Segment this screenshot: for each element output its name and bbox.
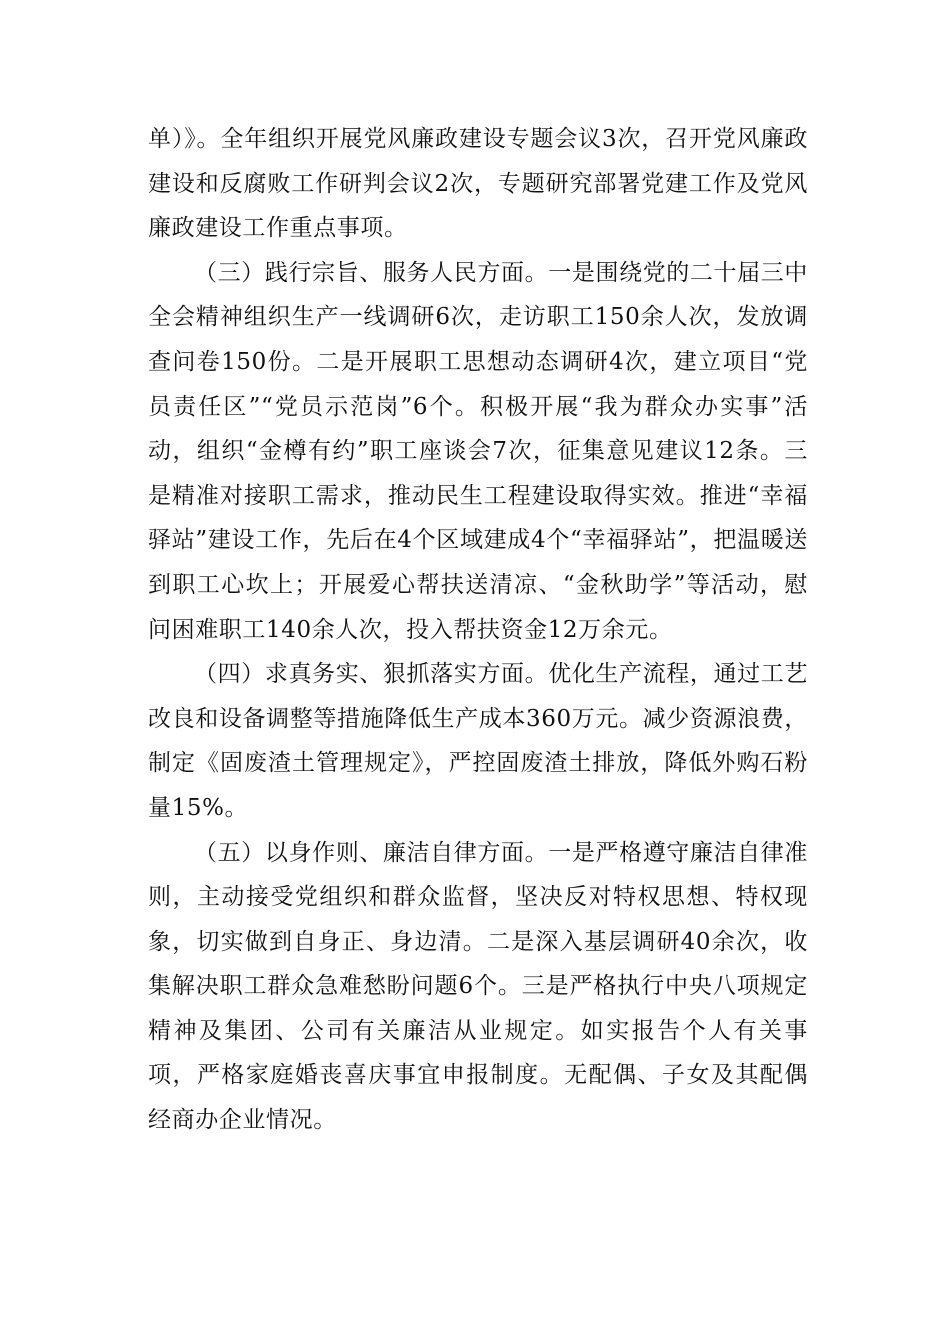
section-heading: （五）以身作则、廉洁自律方面。 [194, 839, 549, 866]
paragraph-continuation [148, 117, 808, 251]
section-heading: （三）践行宗旨、服务人民方面。 [194, 259, 549, 286]
paragraph-text: 优化生产流程，通过工艺改良和设备调整等措施降低生产成本360万元。减少资源浪费，制定《固废渣土管理规定》，严控固废渣土排放，降低外购石粉量15%。 [148, 661, 808, 821]
document-page [148, 117, 808, 1143]
paragraph-section-3 [148, 251, 808, 652]
paragraph-section-4 [148, 652, 808, 830]
paragraph-text: 一是围绕党的二十届三中全会精神组织生产一线调研6次，走访职工150余人次，发放调查问卷150份。二是开展职工思想动态调研4次，建立项目“党员责任区”“党员示范岗”6个。积极开展“我为群众办实事”活动，组织“金樽有约”职工座谈会7次，征集意见建议12条。三是精准对接职工需求，推动民生工程建设取得实效。推进“幸福驿站”建设工作，先后在4个区域建成4个“幸福驿站”，把温暖送到职工心坎上；开展爱心帮扶送清凉、“金秋助学”等活动，慰问困难职工140余人次，投入帮扶资金12万余元。 [148, 259, 808, 643]
paragraph-text: 一是严格遵守廉洁自律准则，主动接受党组织和群众监督，坚决反对特权思想、特权现象，切实做到自身正、身边清。二是深入基层调研40余次，收集解决职工群众急难愁盼问题6个。三是严格执行中央八项规定精神及集团、公司有关廉洁从业规定。如实报告个人有关事项，严格家庭婚丧喜庆事宜申报制度。无配偶、子女及其配偶经商办企业情况。 [148, 839, 808, 1134]
section-heading: （四）求真务实、狠抓落实方面。 [194, 661, 549, 688]
paragraph-text: 单）》。全年组织开展党风廉政建设专题会议3次，召开党风廉政建设和反腐败工作研判会议2次，专题研究部署党建工作及党风廉政建设工作重点事项。 [148, 126, 808, 242]
paragraph-section-5 [148, 831, 808, 1143]
